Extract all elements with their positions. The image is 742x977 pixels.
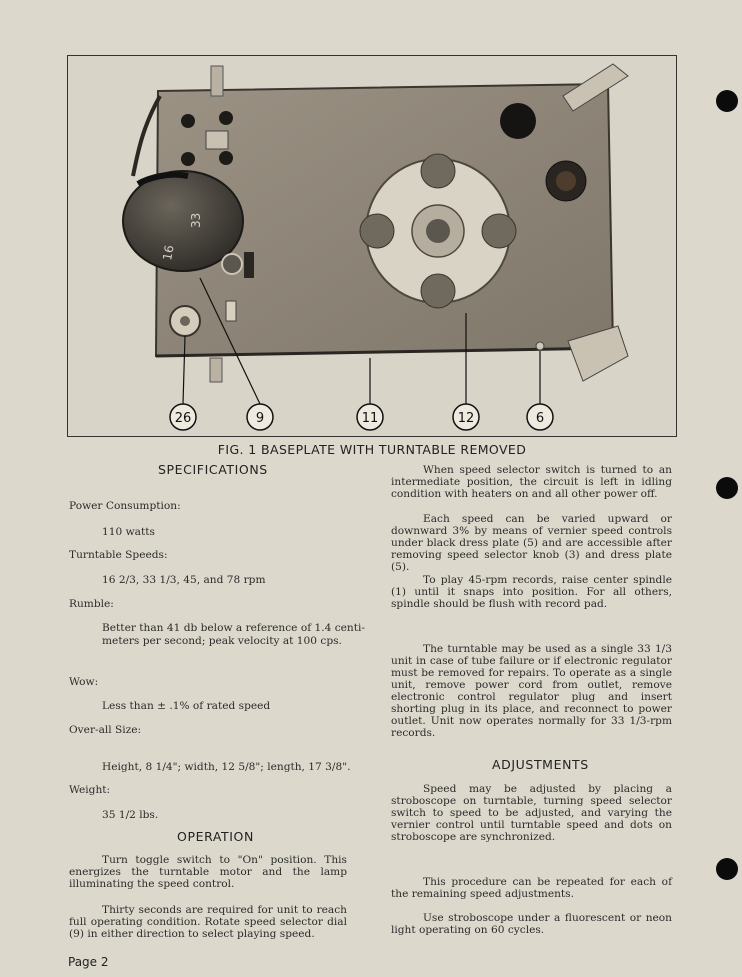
spec-speeds-label: Turntable Speeds: <box>69 549 168 561</box>
svg-text:12: 12 <box>457 411 475 426</box>
spec-wow-value: Less than ± .1% of rated speed <box>102 700 271 712</box>
right-paragraph-5: Speed may be adjusted by placing a stroboscope on turntable, turning speed selector switch to speed to be adjusted, and varying the vernier control until turntable speed and dots on stroboscope are synchronized. <box>391 783 672 843</box>
adjustments-heading: ADJUSTMENTS <box>492 757 589 772</box>
binder-hole-middle <box>716 477 738 499</box>
svg-text:11: 11 <box>361 411 379 426</box>
dial-number-33: 33 <box>189 212 203 228</box>
binder-hole-top <box>716 90 738 112</box>
callout-26 <box>170 404 196 430</box>
spec-speeds-value: 16 2/3, 33 1/3, 45, and 78 rpm <box>102 574 266 586</box>
right-paragraph-3: To play 45-rpm records, raise center spindle (1) until it snaps into position. For all others, spindle should be flush with record pad. <box>391 574 672 610</box>
callout-9 <box>247 404 273 430</box>
callout-6 <box>527 404 553 430</box>
baseplate-illustration <box>68 56 677 437</box>
spec-size-value: Height, 8 1/4"; width, 12 5/8"; length, 17 3/8". <box>102 761 351 773</box>
right-paragraph-2: Each speed can be varied upward or downward 3% by means of vernier speed controls under black dress plate (5) and are accessible after removing speed selector knob (3) and dress plate (5). <box>391 513 672 573</box>
right-paragraph-6: This procedure can be repeated for each of the remaining speed adjustments. <box>391 876 672 900</box>
spec-rumble-line1: Better than 41 db below a reference of 1.4 centi- <box>102 622 365 634</box>
right-paragraph-1: When speed selector switch is turned to an intermediate position, the circuit is left in idling condition with heaters on and all other power off. <box>391 464 672 500</box>
svg-text:26: 26 <box>174 411 192 426</box>
callout-12 <box>453 404 479 430</box>
figure-caption: FIG. 1 BASEPLATE WITH TURNTABLE REMOVED <box>217 442 527 457</box>
spec-size-label: Over-all Size: <box>69 724 142 736</box>
operation-paragraph-2: Thirty seconds are required for unit to reach full operating condition. Rotate speed selector dial (9) in either direction to select playing speed. <box>69 904 347 940</box>
spec-rumble-line2: meters per second; peak velocity at 100 cps. <box>102 635 342 647</box>
spec-weight-value: 35 1/2 lbs. <box>102 809 159 821</box>
spec-wow-label: Wow: <box>69 676 99 688</box>
svg-text:9: 9 <box>255 411 265 426</box>
spec-weight-label: Weight: <box>69 784 111 796</box>
right-paragraph-7: Use stroboscope under a fluorescent or neon light operating on 60 cycles. <box>391 912 672 936</box>
spec-rumble-label: Rumble: <box>69 598 114 610</box>
specifications-heading: SPECIFICATIONS <box>158 462 268 477</box>
callout-11 <box>357 404 383 430</box>
page-number: Page 2 <box>68 955 109 969</box>
spec-power-value: 110 watts <box>102 526 155 538</box>
binder-hole-bottom <box>716 858 738 880</box>
operation-heading: OPERATION <box>177 829 254 844</box>
right-paragraph-4: The turntable may be used as a single 33 1/3 unit in case of tube failure or if electronic regulator must be removed for repairs. To operate as a single unit, remove power cord from outlet, remove electronic control regulator plug and insert shorting plug in its place, and reconnect to power outlet. Unit now operates normally for 33 1/3-rpm records. <box>391 643 672 739</box>
svg-text:6: 6 <box>535 411 545 426</box>
operation-paragraph-1: Turn toggle switch to "On" position. This energizes the turntable motor and the lamp illuminating the speed control. <box>69 854 347 890</box>
tube-top <box>500 103 536 139</box>
figure-photo <box>67 55 677 437</box>
dial-number-16: 16 <box>160 244 177 262</box>
spec-power-label: Power Consumption: <box>69 500 181 512</box>
